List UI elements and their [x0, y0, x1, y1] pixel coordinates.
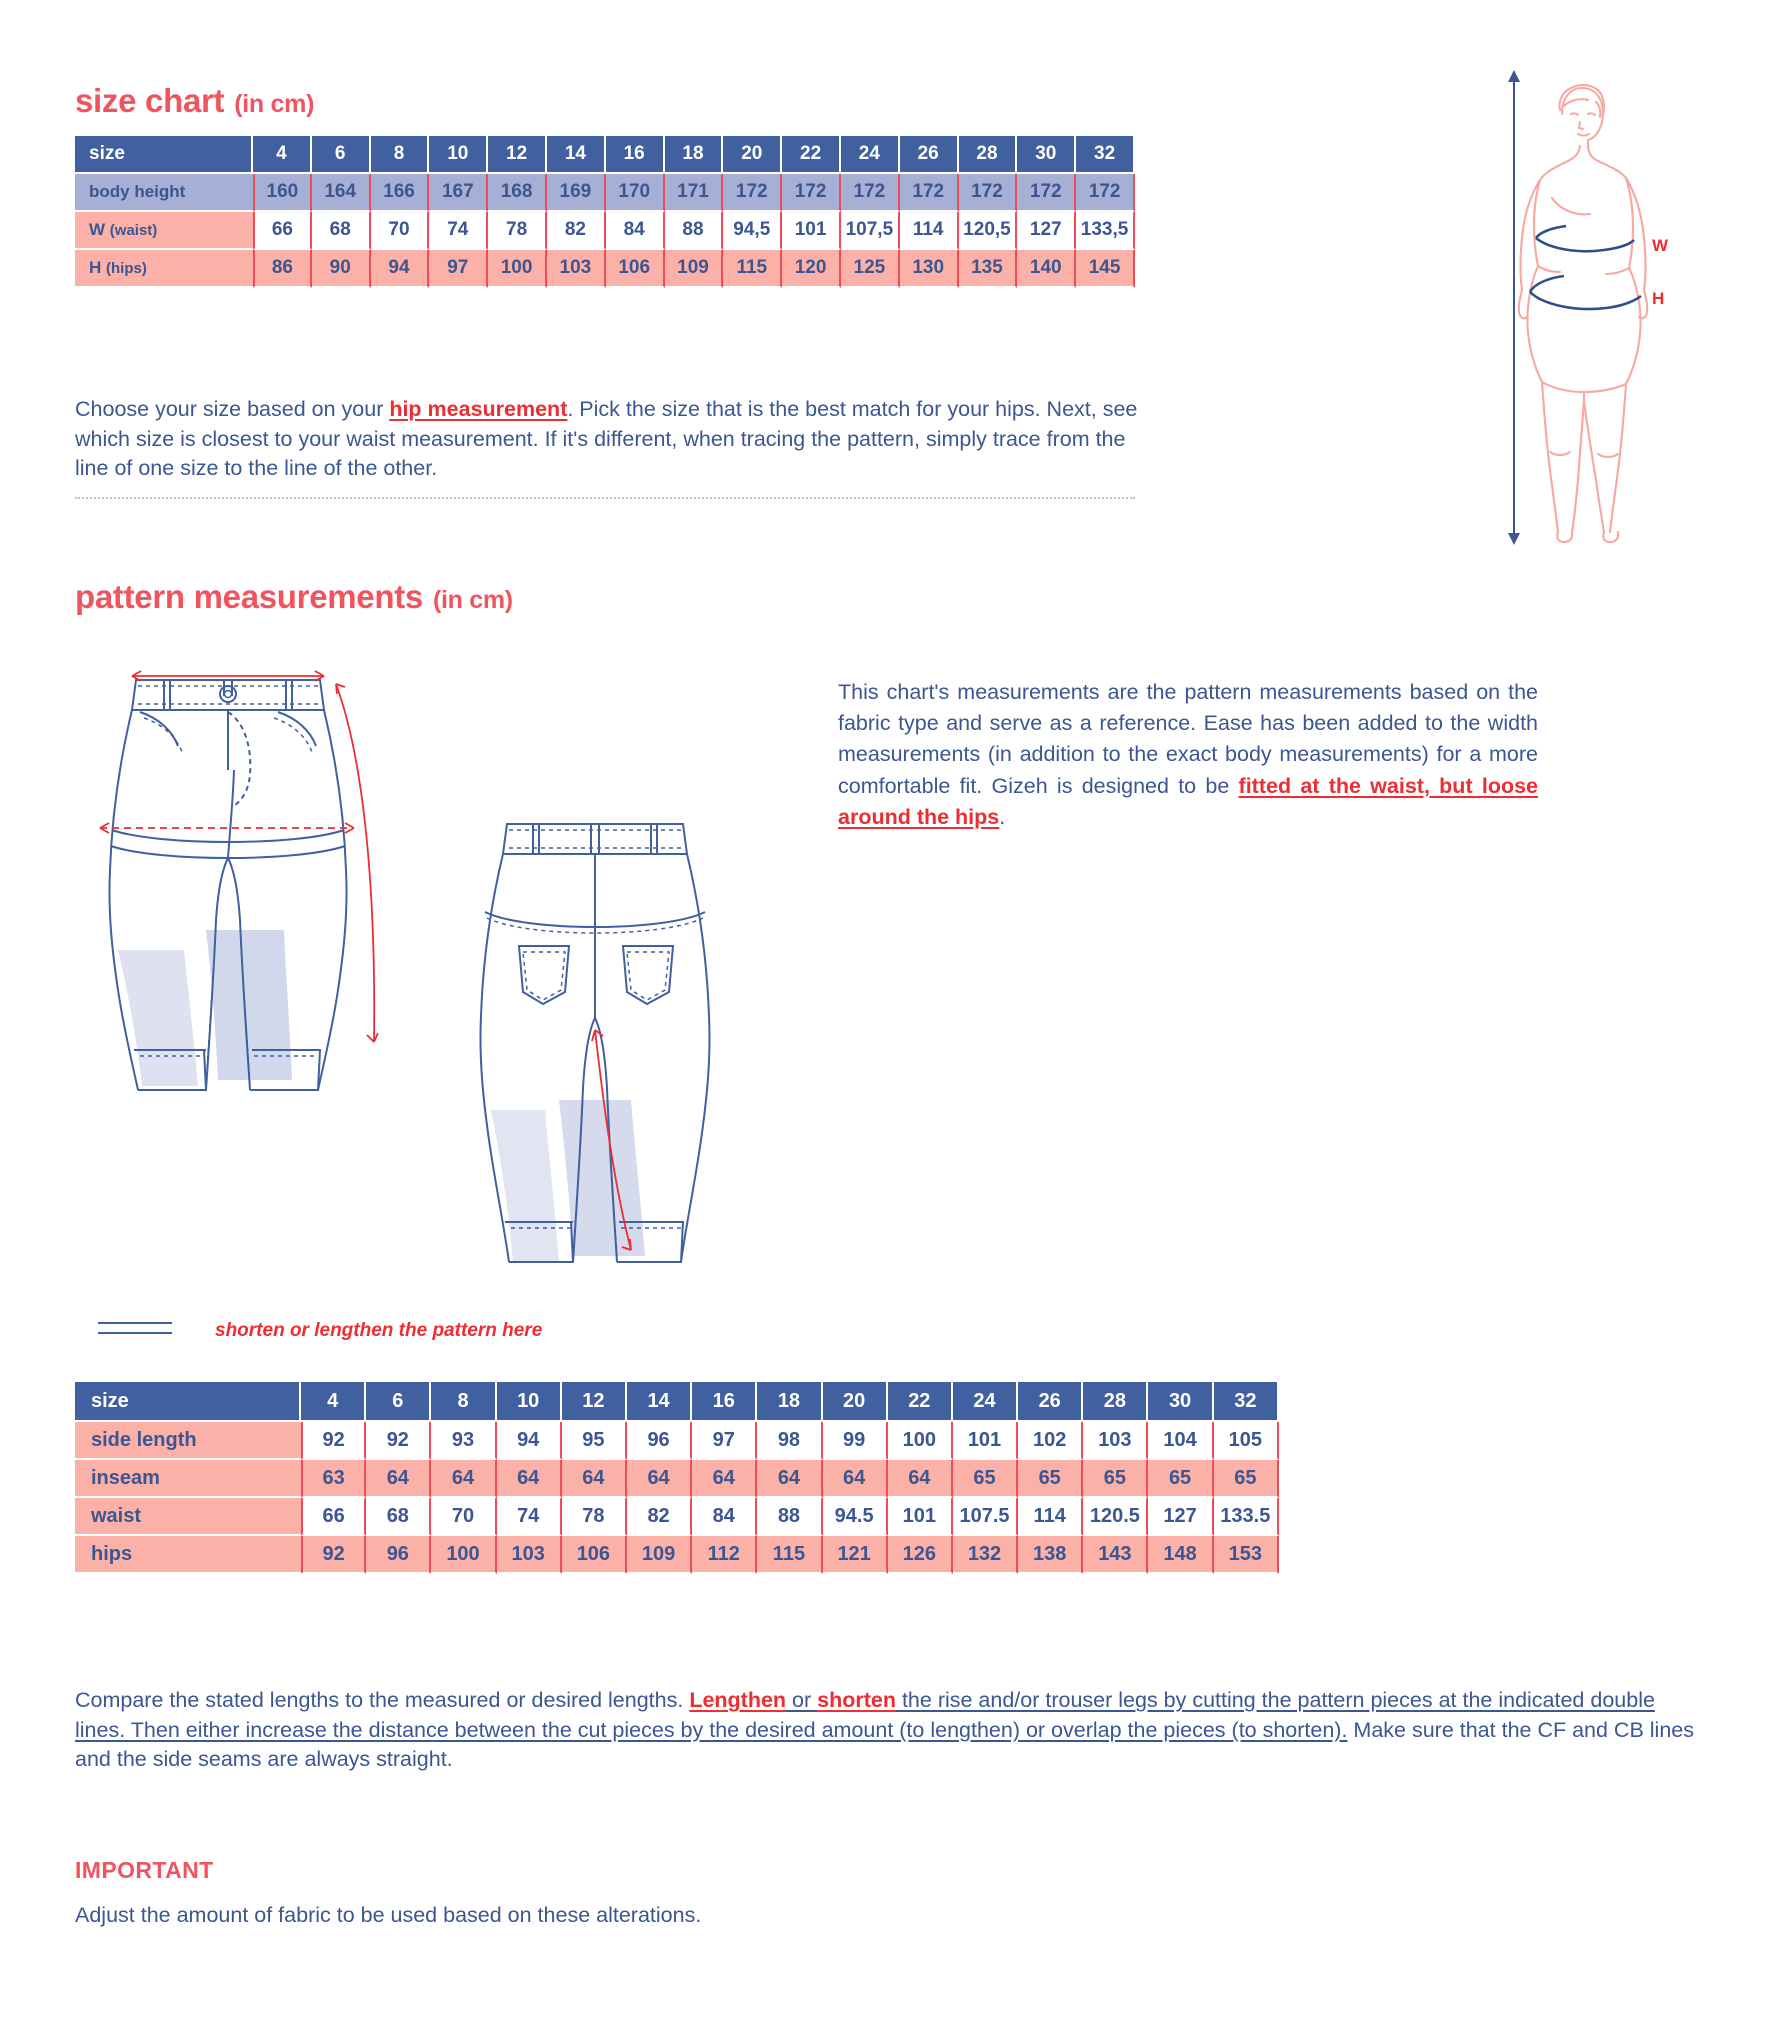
cell-hips-30: 140 [1017, 250, 1076, 288]
cell-hips-10: 97 [429, 250, 488, 288]
pattern-cell-waist-6: 68 [366, 1498, 431, 1536]
cell-waist-18: 88 [665, 212, 724, 250]
table-row-waist [75, 212, 1135, 250]
size-chart-title: size chart [75, 82, 225, 119]
pattern-cell-side-length-4: 92 [301, 1422, 366, 1460]
pattern-cell-hips-8: 100 [431, 1536, 496, 1574]
cell-body-height-28: 172 [959, 174, 1018, 212]
header-size-14: 14 [547, 136, 606, 174]
header-size-28: 28 [959, 136, 1018, 174]
double-line-upper [98, 1322, 172, 1324]
pattern-cell-inseam-16: 64 [692, 1460, 757, 1498]
cell-waist-28: 120,5 [959, 212, 1018, 250]
pattern-table-header-row [75, 1382, 1279, 1422]
cell-waist-6: 68 [312, 212, 371, 250]
cell-body-height-6: 164 [312, 174, 371, 212]
cell-waist-8: 70 [371, 212, 430, 250]
header-size-4: 4 [253, 136, 312, 174]
row-label-body-height: body height [75, 174, 253, 212]
pattern-cell-waist-18: 88 [757, 1498, 822, 1536]
pattern-measurements-title: pattern measurements [75, 578, 423, 615]
bottom-text-part1: Compare the stated lengths to the measured or desired lengths. [75, 1688, 690, 1712]
pattern-cell-side-length-24: 101 [953, 1422, 1018, 1460]
trousers-front-technical-drawing [78, 650, 478, 1120]
pattern-cell-waist-8: 70 [431, 1498, 496, 1536]
pattern-cell-side-length-22: 100 [888, 1422, 953, 1460]
pattern-cell-inseam-14: 64 [627, 1460, 692, 1498]
pattern-header-size-24: 24 [953, 1382, 1018, 1422]
cell-hips-24: 125 [841, 250, 900, 288]
pattern-cell-hips-22: 126 [888, 1536, 953, 1574]
pattern-header-size-30: 30 [1148, 1382, 1213, 1422]
pattern-cell-side-length-32: 105 [1214, 1422, 1279, 1460]
cell-waist-12: 78 [488, 212, 547, 250]
cell-hips-18: 109 [665, 250, 724, 288]
cell-hips-14: 103 [547, 250, 606, 288]
cell-hips-16: 106 [606, 250, 665, 288]
bottom-text-part2: Make sure that the CF and CB lines and the side seams are always straight. [75, 1717, 1694, 1772]
cell-waist-20: 94,5 [723, 212, 782, 250]
header-size-12: 12 [488, 136, 547, 174]
header-size-24: 24 [841, 136, 900, 174]
pattern-cell-side-length-16: 97 [692, 1422, 757, 1460]
cell-body-height-32: 172 [1076, 174, 1135, 212]
pattern-cell-waist-16: 84 [692, 1498, 757, 1536]
pattern-measurements-table [75, 1382, 1279, 1574]
double-line-lower [98, 1332, 172, 1334]
pattern-header-size-10: 10 [497, 1382, 562, 1422]
important-heading: IMPORTANT [75, 1857, 214, 1883]
size-chart-heading [75, 84, 314, 117]
cell-waist-30: 127 [1017, 212, 1076, 250]
pattern-cell-hips-26: 138 [1018, 1536, 1083, 1574]
header-size-22: 22 [782, 136, 841, 174]
hips-figure-label: H [1652, 289, 1665, 308]
pattern-header-size-28: 28 [1083, 1382, 1148, 1422]
cell-body-height-30: 172 [1017, 174, 1076, 212]
pattern-cell-inseam-32: 65 [1214, 1460, 1279, 1498]
header-size-16: 16 [606, 136, 665, 174]
shorten-lengthen-caption: shorten or lengthen the pattern here [215, 1320, 543, 1341]
pattern-cell-inseam-22: 64 [888, 1460, 953, 1498]
pattern-cell-hips-32: 153 [1214, 1536, 1279, 1574]
header-size-18: 18 [665, 136, 724, 174]
pattern-cell-hips-16: 112 [692, 1536, 757, 1574]
pattern-cell-inseam-28: 65 [1083, 1460, 1148, 1498]
trousers-back-technical-drawing [455, 800, 815, 1300]
pattern-cell-waist-14: 82 [627, 1498, 692, 1536]
cell-waist-16: 84 [606, 212, 665, 250]
pattern-cell-hips-10: 103 [497, 1536, 562, 1574]
pattern-cell-hips-24: 132 [953, 1536, 1018, 1574]
pattern-cell-waist-10: 74 [497, 1498, 562, 1536]
pattern-row-label-side-length: side length [75, 1422, 301, 1460]
cell-waist-22: 101 [782, 212, 841, 250]
pattern-row-hips [75, 1536, 1279, 1574]
cell-body-height-10: 167 [429, 174, 488, 212]
cell-body-height-22: 172 [782, 174, 841, 212]
row-label-waist-main: W [89, 220, 106, 239]
pattern-cell-inseam-30: 65 [1148, 1460, 1213, 1498]
table-row-body-height [75, 174, 1135, 212]
pattern-cell-hips-30: 148 [1148, 1536, 1213, 1574]
pattern-header-size-4: 4 [301, 1382, 366, 1422]
cell-hips-4: 86 [253, 250, 312, 288]
header-size-32: 32 [1076, 136, 1135, 174]
cell-hips-28: 135 [959, 250, 1018, 288]
cell-waist-4: 66 [253, 212, 312, 250]
pattern-cell-hips-20: 121 [823, 1536, 888, 1574]
pattern-cell-hips-28: 143 [1083, 1536, 1148, 1574]
header-size-20: 20 [723, 136, 782, 174]
pattern-header-size-6: 6 [366, 1382, 431, 1422]
intro-text-part1: Choose your size based on your [75, 397, 390, 421]
cell-body-height-16: 170 [606, 174, 665, 212]
size-chart-unit: (in cm) [234, 90, 315, 118]
cell-body-height-12: 168 [488, 174, 547, 212]
header-size-label: size [75, 136, 253, 174]
pattern-cell-inseam-6: 64 [366, 1460, 431, 1498]
pattern-cell-inseam-26: 65 [1018, 1460, 1083, 1498]
cell-body-height-8: 166 [371, 174, 430, 212]
header-size-10: 10 [429, 136, 488, 174]
pattern-header-size-26: 26 [1018, 1382, 1083, 1422]
pattern-row-label-hips: hips [75, 1536, 301, 1574]
cell-waist-24: 107,5 [841, 212, 900, 250]
intro-text-part2: . Pick the size that is the best match for your hips. Next, see which size is closest to your waist measurement. If it's different, when tracing the pattern, simply trace from the line of one size to the line of the other. [75, 397, 1138, 481]
cell-hips-6: 90 [312, 250, 371, 288]
pattern-cell-waist-22: 101 [888, 1498, 953, 1536]
pattern-cell-hips-18: 115 [757, 1536, 822, 1574]
pattern-cell-side-length-14: 96 [627, 1422, 692, 1460]
pattern-cell-waist-32: 133.5 [1214, 1498, 1279, 1536]
row-label-hips-main: H [89, 258, 102, 277]
pattern-cell-inseam-10: 64 [497, 1460, 562, 1498]
alterations-paragraph [75, 1686, 1705, 1775]
row-label-hips-sub: (hips) [106, 260, 147, 277]
pattern-cell-side-length-12: 95 [562, 1422, 627, 1460]
cell-waist-10: 74 [429, 212, 488, 250]
pattern-cell-side-length-18: 98 [757, 1422, 822, 1460]
pattern-header-size-14: 14 [627, 1382, 692, 1422]
pattern-cell-hips-12: 106 [562, 1536, 627, 1574]
pattern-cell-side-length-8: 93 [431, 1422, 496, 1460]
pattern-cell-side-length-6: 92 [366, 1422, 431, 1460]
pattern-note-part1: This chart's measurements are the pattern measurements based on the fabric type and serve as a reference. Ease has been added to the width measurements (in addition to the exact body measurements) for a more comfortable fit. Gizeh is designed to be [838, 680, 1538, 798]
pattern-row-label-inseam: inseam [75, 1460, 301, 1498]
waist-figure-label: W [1652, 236, 1669, 255]
pattern-cell-side-length-26: 102 [1018, 1422, 1083, 1460]
bottom-text-underlined: the rise and/or trouser legs by cutting the pattern pieces at the indicated double lines. Then either increase the distance between the cut pieces by the desired amount (to lengthen) or overlap the pieces (to shorten). [75, 1688, 1655, 1742]
pattern-note-paragraph [838, 677, 1538, 833]
row-label-waist-sub: (waist) [109, 222, 158, 239]
pattern-cell-waist-28: 120.5 [1083, 1498, 1148, 1536]
header-size-30: 30 [1017, 136, 1076, 174]
section-divider [75, 497, 1135, 499]
cell-hips-32: 145 [1076, 250, 1135, 288]
cell-body-height-24: 172 [841, 174, 900, 212]
cell-hips-8: 94 [371, 250, 430, 288]
pattern-cell-waist-30: 127 [1148, 1498, 1213, 1536]
pattern-header-size-18: 18 [757, 1382, 822, 1422]
pattern-cell-hips-4: 92 [301, 1536, 366, 1574]
pattern-cell-inseam-20: 64 [823, 1460, 888, 1498]
pattern-cell-waist-4: 66 [301, 1498, 366, 1536]
pattern-cell-waist-26: 114 [1018, 1498, 1083, 1536]
cell-hips-26: 130 [900, 250, 959, 288]
pattern-cell-inseam-24: 65 [953, 1460, 1018, 1498]
pattern-cell-side-length-10: 94 [497, 1422, 562, 1460]
cell-body-height-20: 172 [723, 174, 782, 212]
row-label-hips [75, 250, 253, 288]
pattern-header-size-32: 32 [1214, 1382, 1279, 1422]
cell-waist-32: 133,5 [1076, 212, 1135, 250]
pattern-header-size-16: 16 [692, 1382, 757, 1422]
pattern-row-side-length [75, 1422, 1279, 1460]
lengthen-highlight: Lengthen [689, 1688, 787, 1712]
pattern-cell-hips-6: 96 [366, 1536, 431, 1574]
shorten-highlight: shorten [817, 1688, 896, 1712]
table-header-row [75, 136, 1135, 174]
pattern-cell-side-length-30: 104 [1148, 1422, 1213, 1460]
double-line-marker-icon [98, 1322, 172, 1336]
pattern-header-size-20: 20 [823, 1382, 888, 1422]
body-measurements-table [75, 136, 1135, 288]
pattern-measurements-heading [75, 580, 513, 613]
pattern-header-size-label: size [75, 1382, 301, 1422]
pattern-cell-inseam-18: 64 [757, 1460, 822, 1498]
pattern-cell-waist-12: 78 [562, 1498, 627, 1536]
important-text: Adjust the amount of fabric to be used based on these alterations. [75, 1903, 702, 1927]
table-row-hips [75, 250, 1135, 288]
pattern-note-part2: . [999, 804, 1006, 829]
cell-hips-20: 115 [723, 250, 782, 288]
pattern-row-label-waist: waist [75, 1498, 301, 1536]
cell-hips-12: 100 [488, 250, 547, 288]
pattern-cell-side-length-20: 99 [823, 1422, 888, 1460]
pattern-cell-inseam-12: 64 [562, 1460, 627, 1498]
cell-body-height-18: 171 [665, 174, 724, 212]
pattern-cell-inseam-8: 64 [431, 1460, 496, 1498]
pattern-cell-inseam-4: 63 [301, 1460, 366, 1498]
bottom-text-mid: or [786, 1688, 818, 1712]
pattern-header-size-12: 12 [562, 1382, 627, 1422]
pattern-header-size-8: 8 [431, 1382, 496, 1422]
pattern-cell-side-length-28: 103 [1083, 1422, 1148, 1460]
cell-waist-14: 82 [547, 212, 606, 250]
cell-body-height-26: 172 [900, 174, 959, 212]
cell-waist-26: 114 [900, 212, 959, 250]
fitted-waist-highlight: fitted at the waist, but loose around the hips [838, 773, 1538, 829]
cell-body-height-4: 160 [253, 174, 312, 212]
pattern-measurements-unit: (in cm) [432, 586, 513, 614]
pattern-row-waist [75, 1498, 1279, 1536]
header-size-26: 26 [900, 136, 959, 174]
pattern-cell-waist-20: 94.5 [823, 1498, 888, 1536]
header-size-6: 6 [312, 136, 371, 174]
pattern-row-inseam [75, 1460, 1279, 1498]
pattern-cell-hips-14: 109 [627, 1536, 692, 1574]
hip-measurement-highlight: hip measurement [389, 397, 568, 421]
row-label-waist [75, 212, 253, 250]
pattern-cell-waist-24: 107.5 [953, 1498, 1018, 1536]
header-size-8: 8 [371, 136, 430, 174]
woman-silhouette-figure [1500, 70, 1660, 545]
cell-body-height-14: 169 [547, 174, 606, 212]
intro-paragraph [75, 395, 1150, 484]
cell-hips-22: 120 [782, 250, 841, 288]
pattern-header-size-22: 22 [888, 1382, 953, 1422]
